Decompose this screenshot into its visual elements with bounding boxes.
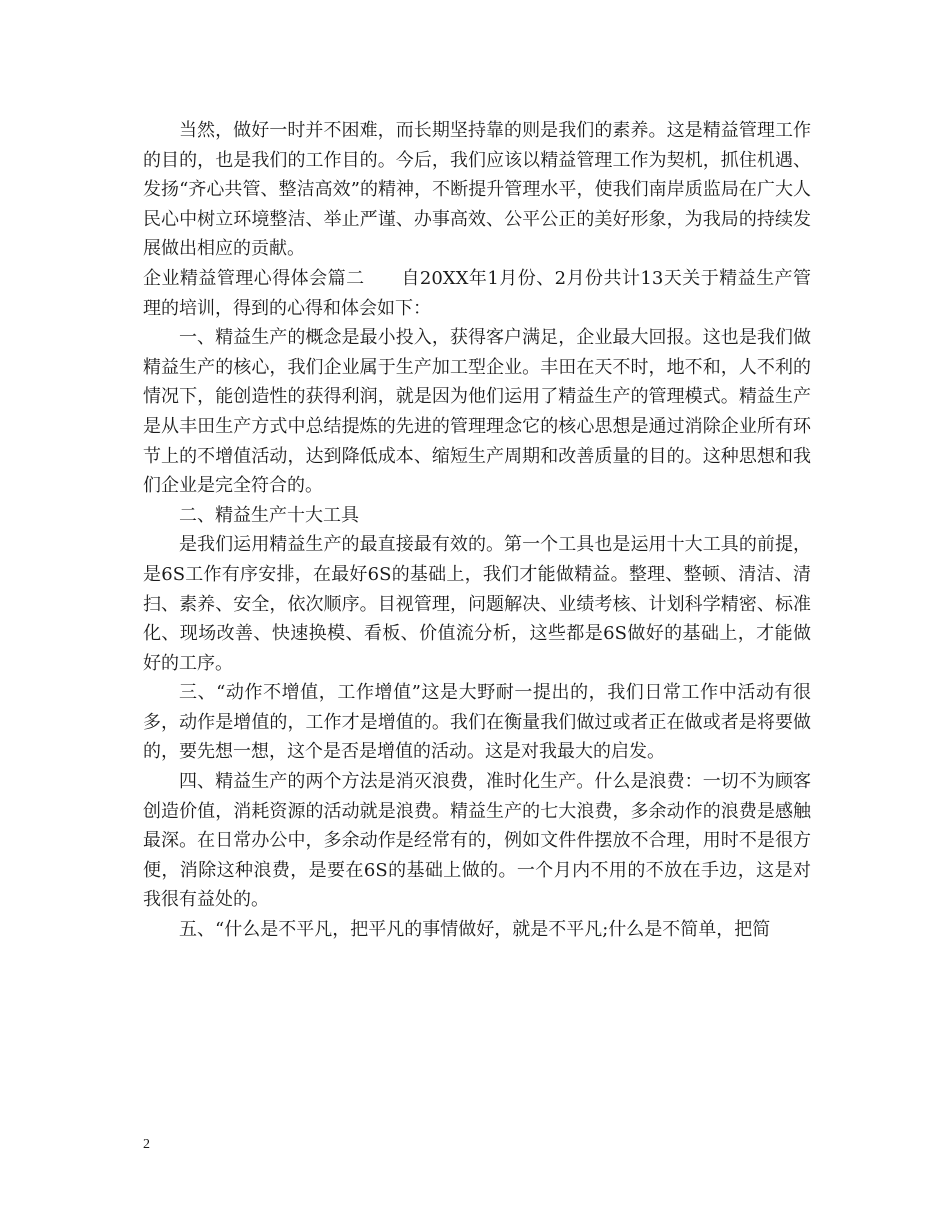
paragraph-point-three: 三、“动作不增值，工作增值”这是大野耐一提出的，我们日常工作中活动有很多，动作是增值的，工作才是增值的。我们在衡量我们做过或者正在做或者是将要做的，要先想一想，这个是否是增值的活动。这是对我最大的启发。 xyxy=(143,682,811,763)
paragraph-point-four: 四、精益生产的两个方法是消灭浪费，准时化生产。什么是浪费：一切不为顾客创造价值，消耗资源的活动就是浪费。精益生产的七大浪费，多余动作的浪费是感触最深。在日常办公中，多余动作是经常有的，例如文件件摆放不合理，用时不是很方便，消除这种浪费，是要在6S的基础上做的。一个月内不用的不放在手边，这是对我很有益处的。 xyxy=(143,771,811,911)
section-title-part-two: 企业精益管理心得体会篇二 自20XX年1月份、2月份共计13天关于精益生产管理的培训，得到的心得和体会如下： xyxy=(143,267,811,319)
page-number: 2 xyxy=(143,1137,150,1152)
subheading-ten-tools: 二、精益生产十大工具 xyxy=(179,504,359,526)
paragraph-ten-tools: 是我们运用精益生产的最直接最有效的。第一个工具也是运用十大工具的前提，是6S工作有序安排，在最好6S的基础上，我们才能做精益。整理、整顿、清洁、清扫、素养、安全，依次顺序。目视管理，问题解决、业绩考核、计划科学精密、标准化、现场改善、快速换模、看板、价值流分析，这些都是6S做好的基础上，才能做好的工序。 xyxy=(143,534,811,674)
document-body xyxy=(143,116,811,945)
paragraph-point-one: 一、精益生产的概念是最小投入，获得客户满足，企业最大回报。这也是我们做精益生产的核心，我们企业属于生产加工型企业。丰田在天不时，地不和，人不利的情况下，能创造性的获得利润，就是因为他们运用了精益生产的管理模式。精益生产是从丰田生产方式中总结提炼的先进的管理理念它的核心思想是通过消除企业所有环节上的不增值活动，达到降低成本、缩短生产周期和改善质量的目的。这种思想和我们企业是完全符合的。 xyxy=(143,327,811,497)
paragraph-point-five: 五、“什么是不平凡，把平凡的事情做好，就是不平凡;什么是不简单，把简 xyxy=(179,919,771,941)
paragraph-conclusion: 当然，做好一时并不困难，而长期坚持靠的则是我们的素养。这是精益管理工作的目的，也是我们的工作目的。今后，我们应该以精益管理工作为契机，抓住机遇、发扬“齐心共管、整洁高效”的精神，不断提升管理水平，使我们南岸质监局在广大人民心中树立环境整洁、举止严谨、办事高效、公平公正的美好形象，为我局的持续发展做出相应的贡献。 xyxy=(143,120,811,260)
